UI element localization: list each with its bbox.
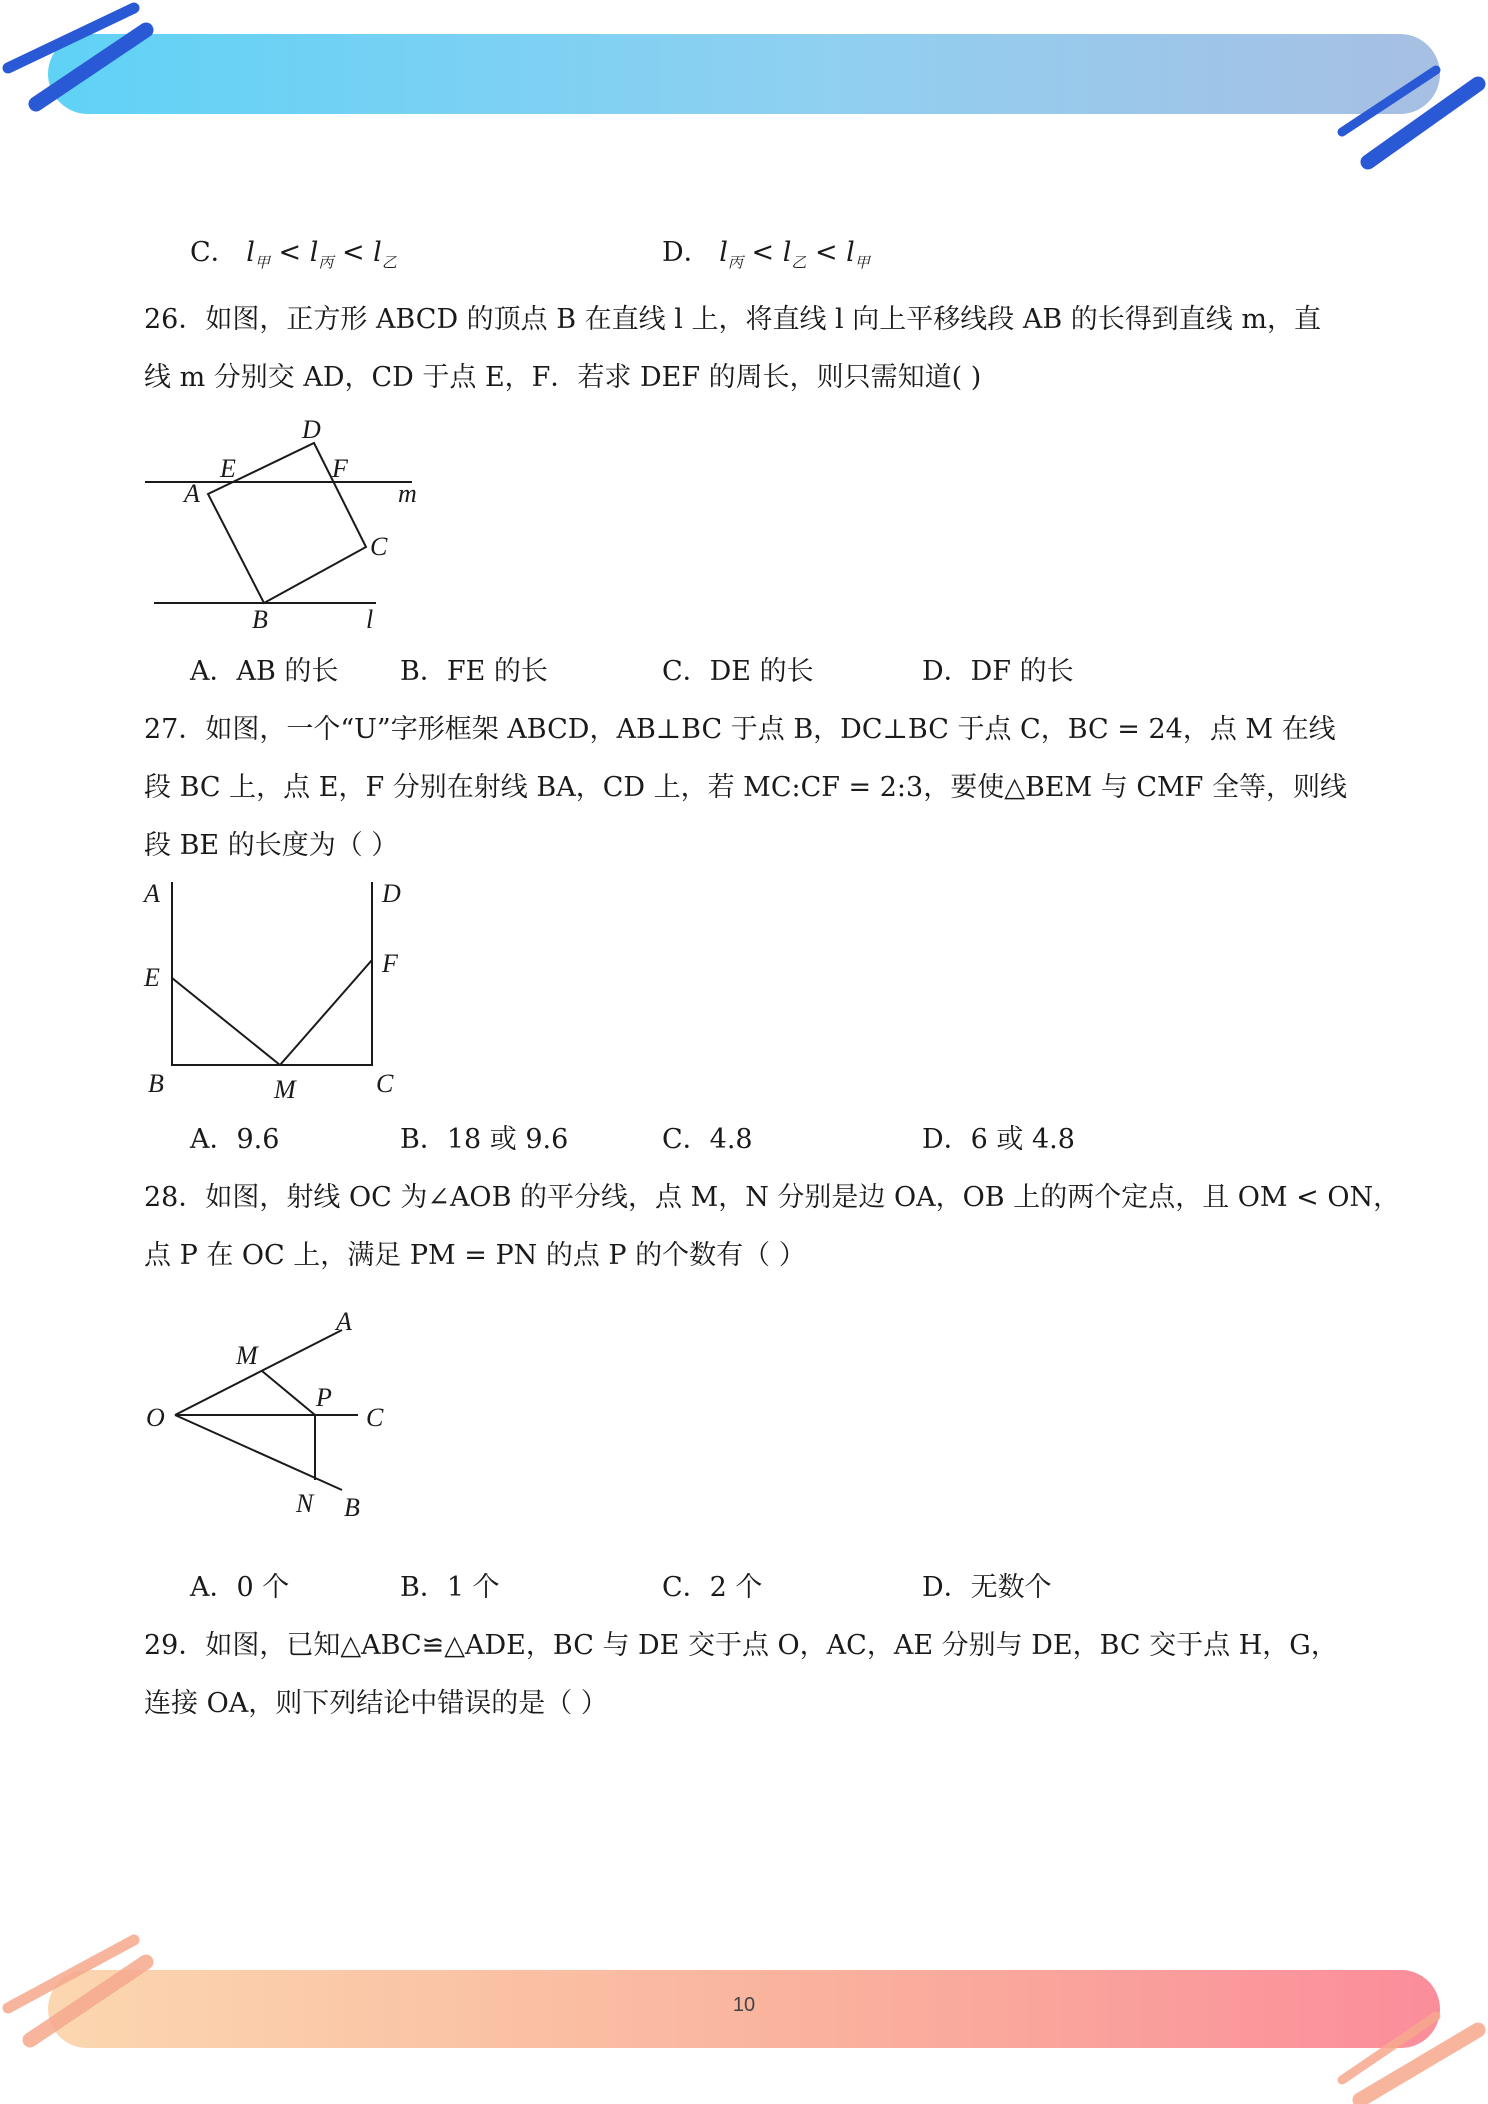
- q28-label-n: N: [296, 1489, 314, 1518]
- q27-label-c: C: [376, 1069, 394, 1098]
- q27-line-1: 27．如图，一个“U”字形框架 ABCD，AB⊥BC 于点 B，DC⊥BC 于点 C，BC = 24，点 M 在线: [144, 714, 1336, 745]
- q28-label-p: P: [316, 1383, 332, 1412]
- q27-label-a: A: [144, 879, 160, 908]
- q28-option-b: B．1 个: [400, 1572, 500, 1603]
- q28-label-b: B: [344, 1493, 360, 1522]
- q26-label-m: m: [398, 479, 417, 508]
- q26-figure: [140, 410, 440, 640]
- q26-option-d: D．DF 的长: [922, 656, 1074, 687]
- q29-line-2: 连接 OA，则下列结论中错误的是（ ）: [144, 1688, 608, 1719]
- q27-line-2: 段 BC 上，点 E，F 分别在射线 BA，CD 上，若 MC:CF = 2:3，要使△BEM 与 CMF 全等，则线: [144, 772, 1347, 803]
- q27-option-c: C．4.8: [662, 1124, 753, 1155]
- q27-label-m: M: [274, 1075, 296, 1104]
- q25-option-c: [190, 233, 397, 282]
- q27-line-3: 段 BE 的长度为（ ）: [144, 830, 399, 861]
- q28-option-d: D．无数个: [922, 1572, 1052, 1603]
- q26-label-b: B: [252, 605, 268, 634]
- q26-label-e: E: [220, 454, 236, 483]
- q27-label-e: E: [144, 963, 160, 992]
- q26-line-1: 26．如图，正方形 ABCD 的顶点 B 在直线 l 上，将直线 l 向上平移线段 AB 的长得到直线 m，直: [144, 304, 1321, 335]
- q28-option-a: A．0 个: [190, 1572, 290, 1603]
- q27-option-b: B．18 或 9.6: [400, 1124, 569, 1155]
- q28-label-m: M: [236, 1341, 258, 1370]
- q26-label-a: A: [184, 479, 200, 508]
- q28-figure: [140, 1290, 440, 1530]
- q28-option-c: C．2 个: [662, 1572, 763, 1603]
- q26-line-2: 线 m 分别交 AD，CD 于点 E，F．若求 DEF 的周长，则只需知道( ): [144, 362, 982, 393]
- q27-option-a: A．9.6: [190, 1124, 280, 1155]
- page-number: 10: [732, 1994, 756, 2016]
- q27-label-f: F: [382, 949, 398, 978]
- q27-figure: [140, 872, 460, 1112]
- q27-label-d: D: [382, 879, 401, 908]
- q28-label-o: O: [146, 1403, 165, 1432]
- q29-line-1: 29．如图，已知△ABC≌△ADE，BC 与 DE 交于点 O，AC，AE 分别与 DE，BC 交于点 H，G，: [144, 1630, 1338, 1661]
- q26-label-f: F: [332, 454, 348, 483]
- q28-label-a: A: [336, 1307, 352, 1336]
- q25-option-c-text: $l_甲 < l_丙 < l_乙$: [246, 237, 397, 272]
- header-band: [48, 34, 1440, 114]
- q26-label-d: D: [302, 415, 321, 444]
- q26-option-b: B．FE 的长: [400, 656, 548, 687]
- q25-option-d: [662, 233, 870, 282]
- q27-label-b: B: [148, 1069, 164, 1098]
- q28-line-2: 点 P 在 OC 上，满足 PM = PN 的点 P 的个数有（ ）: [144, 1240, 806, 1271]
- q26-option-a: A．AB 的长: [190, 656, 339, 687]
- q25-option-d-text: $l_丙 < l_乙 < l_甲$: [719, 237, 870, 272]
- q28-line-1: 28．如图，射线 OC 为∠AOB 的平分线，点 M，N 分别是边 OA，OB 上的两个定点，且 OM < ON，: [144, 1182, 1401, 1213]
- q28-label-c: C: [366, 1403, 384, 1432]
- q26-option-c: C．DE 的长: [662, 656, 814, 687]
- q27-option-d: D．6 或 4.8: [922, 1124, 1075, 1155]
- q25-option-d-letter: D．: [662, 237, 711, 268]
- q26-label-c: C: [370, 532, 388, 561]
- q25-option-c-letter: C．: [190, 237, 238, 268]
- q26-label-l: l: [366, 605, 374, 634]
